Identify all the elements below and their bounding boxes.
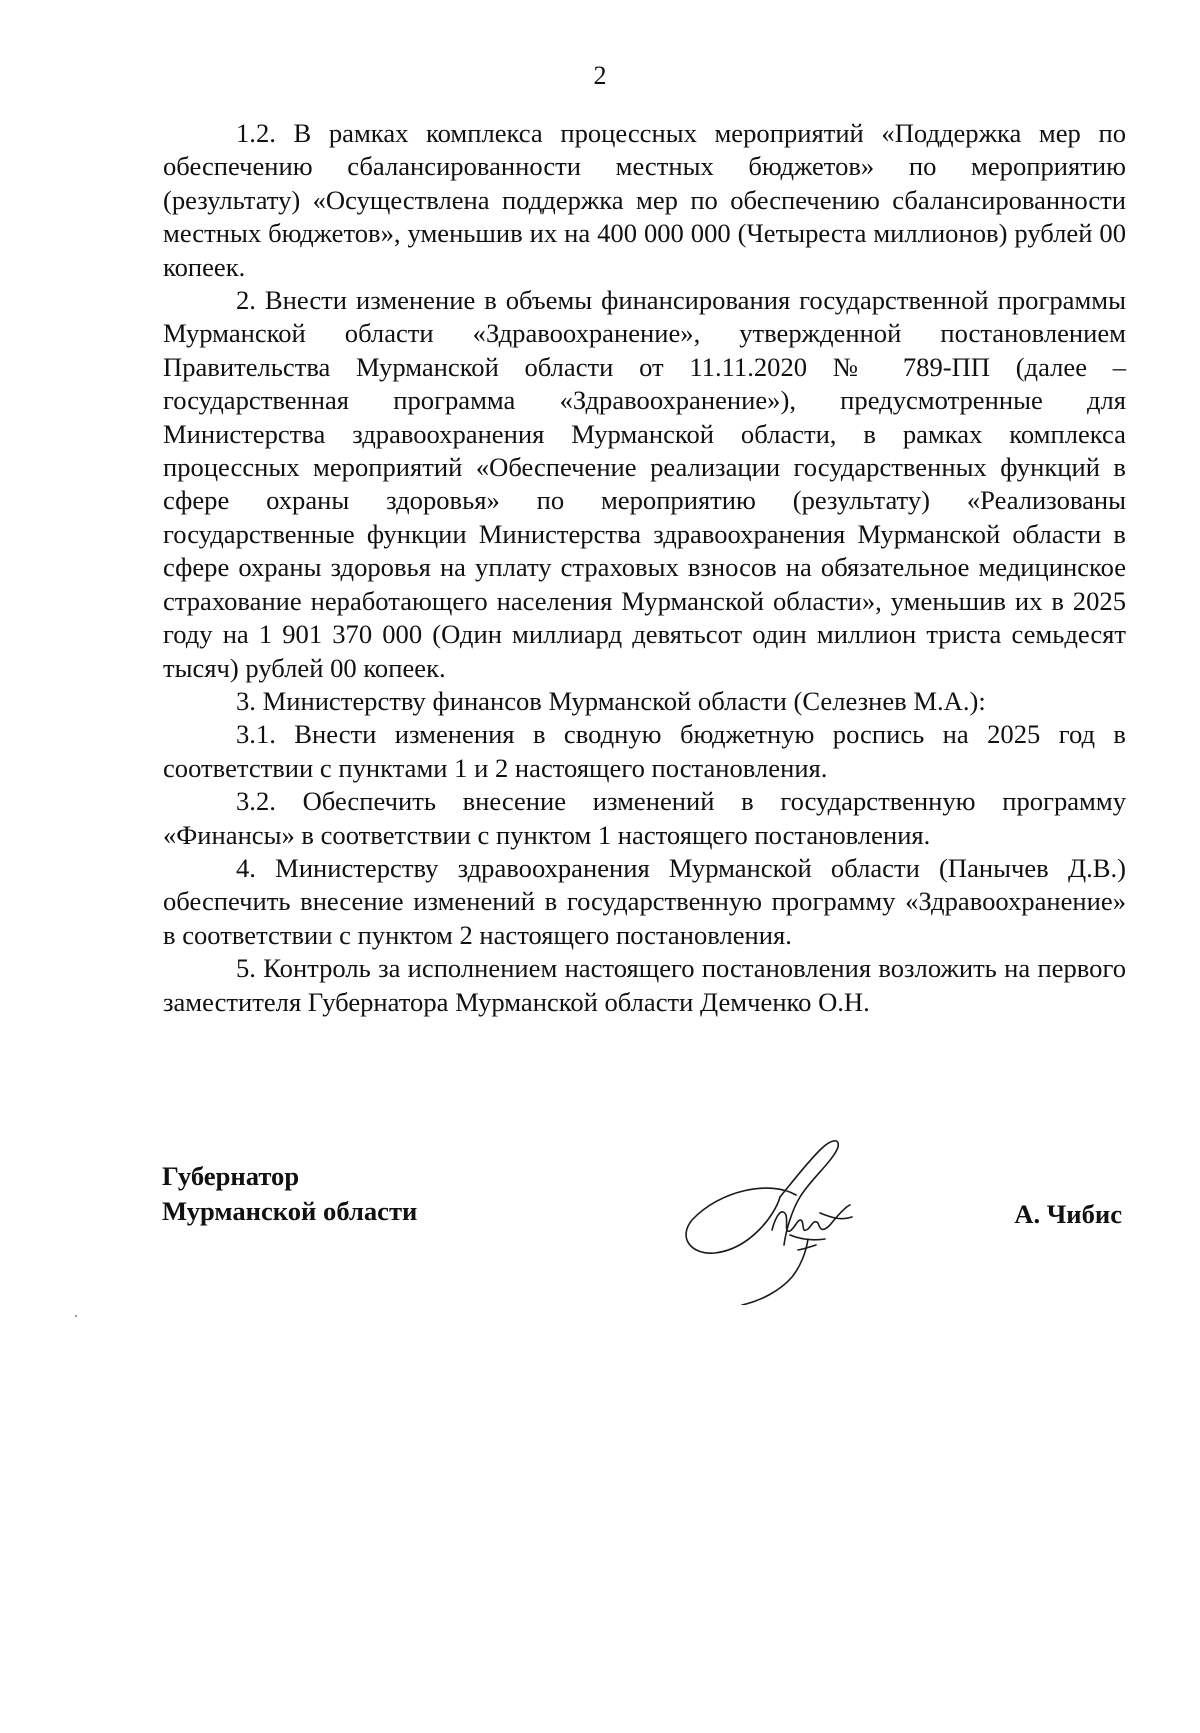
paragraph-3-2: 3.2. Обеспечить внесение изменений в государственную программу «Финансы» в соответствии с пунктом 1 настоящего постановления. [163,786,1126,850]
signatory-title-line-1: Губернатор [162,1161,300,1191]
signatory-name: А. Чибис [1014,1199,1122,1229]
signatory-title [162,1159,417,1229]
paragraph-4: 4. Министерству здравоохранения Мурманской области (Панычев Д.В.) обеспечить внесение изменений в государственную программу «Здравоохранение» в соответствии с пунктом 2 настоящего постановления. [163,852,1126,950]
paragraph-3-1: 3.1. Внести изменения в сводную бюджетную роспись на 2025 год в соответствии с пунктами 1 и 2 настоящего постановления. [163,719,1126,783]
page-number: 2 [593,61,607,90]
document-body [163,117,1126,1019]
handwritten-signature [680,1135,900,1305]
paragraph-2: 2. Внести изменение в объемы финансирования государственной программы Мурманской области «Здравоохранение», утвержденной постановлением Правительства Мурманской области от 11.11.2020 № 789-ПП (далее – государственная программа «Здравоохранение»), предусмотренные для Министерства здравоохранения Мурманской области, в рамках комплекса процессных мероприятий «Обеспечение реализации государственных функций в сфере охраны здоровья» по мероприятию (результату) «Реализованы государственные функции Министерства здравоохранения Мурманской области в сфере охраны здоровья на уплату страховых взносов на обязательное медицинское страхование неработающего населения Мурманской области», уменьшив их в 2025 году на 1 901 370 000 (Один миллиард девятьсот один миллион триста семьдесят тысяч) рублей 00 копеек. [163,285,1126,683]
paragraph-3: 3. Министерству финансов Мурманской области (Селезнев М.А.): [236,685,986,716]
paragraph-1-2: 1.2. В рамках комплекса процессных мероприятий «Поддержка мер по обеспечению сбалансированности местных бюджетов» по мероприятию (результату) «Осуществлена поддержка мер по обеспечению сбалансированности местных бюджетов», уменьшив их на 400 000 000 (Четыреста миллионов) рублей 00 копеек. [163,118,1126,282]
signatory-title-line-2: Мурманской области [162,1196,418,1226]
scan-speck [75,1315,77,1317]
paragraph-5: 5. Контроль за исполнением настоящего постановления возложить на первого заместителя Губернатора Мурманской области Демченко О.Н. [163,953,1126,1017]
